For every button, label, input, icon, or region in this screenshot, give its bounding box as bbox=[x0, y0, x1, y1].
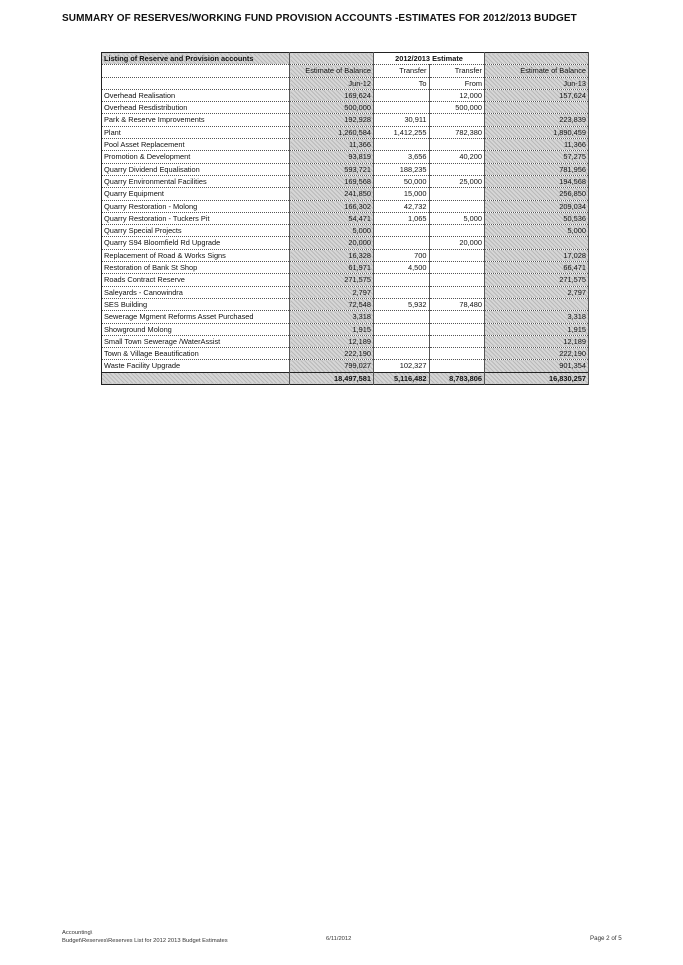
balance-jun-12-cell: 11,366 bbox=[290, 139, 374, 151]
balance-jun-12-cell: 12,189 bbox=[290, 335, 374, 347]
table-row bbox=[102, 262, 589, 274]
balance-jun-12-cell: 54,471 bbox=[290, 212, 374, 224]
transfer-from-cell bbox=[429, 262, 485, 274]
reserve-name-cell: SES Building bbox=[102, 298, 290, 310]
col-to-header-line1: Transfer bbox=[374, 65, 430, 77]
totals-label-cell bbox=[102, 372, 290, 384]
balance-jun-12-cell: 20,000 bbox=[290, 237, 374, 249]
footer-date: 6/11/2012 bbox=[326, 936, 352, 942]
table-row bbox=[102, 114, 589, 126]
balance-jun-13-cell: 194,568 bbox=[485, 175, 589, 187]
transfer-from-cell: 20,000 bbox=[429, 237, 485, 249]
table-row bbox=[102, 89, 589, 101]
header-blank bbox=[102, 77, 290, 89]
balance-jun-13-cell: 12,189 bbox=[485, 335, 589, 347]
transfer-from-cell: 12,000 bbox=[429, 89, 485, 101]
table-row bbox=[102, 102, 589, 114]
balance-jun-13-cell bbox=[485, 237, 589, 249]
transfer-from-cell: 5,000 bbox=[429, 212, 485, 224]
table-header-row-3 bbox=[102, 77, 589, 89]
transfer-from-cell bbox=[429, 348, 485, 360]
reserve-name-cell: Park & Reserve Improvements bbox=[102, 114, 290, 126]
transfer-from-cell bbox=[429, 249, 485, 261]
transfer-to-cell: 1,065 bbox=[374, 212, 430, 224]
col-close-header-line2: Jun-13 bbox=[485, 77, 589, 89]
transfer-from-cell: 78,480 bbox=[429, 298, 485, 310]
footer-page-number: Page 2 of 5 bbox=[590, 935, 622, 942]
balance-jun-12-cell: 169,568 bbox=[290, 175, 374, 187]
reserve-name-cell: Quarry Restoration - Tuckers Pit bbox=[102, 212, 290, 224]
transfer-from-cell: 782,380 bbox=[429, 126, 485, 138]
balance-jun-12-cell: 799,027 bbox=[290, 360, 374, 372]
balance-jun-13-cell: 256,850 bbox=[485, 188, 589, 200]
reserve-name-cell: Quarry Dividend Equalisation bbox=[102, 163, 290, 175]
transfer-from-cell bbox=[429, 274, 485, 286]
balance-jun-13-cell: 3,318 bbox=[485, 311, 589, 323]
balance-jun-13-cell bbox=[485, 102, 589, 114]
balance-jun-12-cell: 61,971 bbox=[290, 262, 374, 274]
table-row bbox=[102, 237, 589, 249]
transfer-to-cell bbox=[374, 335, 430, 347]
table-row bbox=[102, 212, 589, 224]
table-row bbox=[102, 286, 589, 298]
balance-jun-12-cell: 5,000 bbox=[290, 225, 374, 237]
table-row bbox=[102, 200, 589, 212]
table-header-row-1 bbox=[102, 53, 589, 65]
transfer-to-cell: 4,500 bbox=[374, 262, 430, 274]
balance-jun-12-cell: 93,819 bbox=[290, 151, 374, 163]
total-open-cell: 18,497,581 bbox=[290, 372, 374, 384]
transfer-to-cell bbox=[374, 311, 430, 323]
balance-jun-13-cell: 781,956 bbox=[485, 163, 589, 175]
balance-jun-13-cell: 17,028 bbox=[485, 249, 589, 261]
page-title: SUMMARY OF RESERVES/WORKING FUND PROVISION ACCOUNTS -ESTIMATES FOR 2012/2013 BUDGET bbox=[62, 13, 577, 24]
transfer-to-cell bbox=[374, 237, 430, 249]
balance-jun-13-cell: 271,575 bbox=[485, 274, 589, 286]
transfer-to-cell bbox=[374, 286, 430, 298]
col-from-header-line1: Transfer bbox=[429, 65, 485, 77]
transfer-from-cell: 25,000 bbox=[429, 175, 485, 187]
header-blank bbox=[485, 53, 589, 65]
transfer-from-cell bbox=[429, 323, 485, 335]
reserve-name-cell: Quarry Environmental Facilities bbox=[102, 175, 290, 187]
transfer-to-cell: 1,412,255 bbox=[374, 126, 430, 138]
transfer-from-cell bbox=[429, 200, 485, 212]
transfer-to-cell bbox=[374, 139, 430, 151]
table-row bbox=[102, 163, 589, 175]
transfer-from-cell bbox=[429, 311, 485, 323]
listing-header: Listing of Reserve and Provision accounts bbox=[102, 53, 290, 65]
total-close-cell: 16,830,257 bbox=[485, 372, 589, 384]
balance-jun-13-cell: 57,275 bbox=[485, 151, 589, 163]
table-row bbox=[102, 274, 589, 286]
reserve-name-cell: Pool Asset Replacement bbox=[102, 139, 290, 151]
balance-jun-13-cell: 223,839 bbox=[485, 114, 589, 126]
reserve-name-cell: Quarry Equipment bbox=[102, 188, 290, 200]
transfer-to-cell: 50,000 bbox=[374, 175, 430, 187]
reserves-table bbox=[101, 52, 589, 385]
balance-jun-12-cell: 1,260,584 bbox=[290, 126, 374, 138]
transfer-to-cell bbox=[374, 225, 430, 237]
balance-jun-12-cell: 593,721 bbox=[290, 163, 374, 175]
transfer-to-cell bbox=[374, 323, 430, 335]
balance-jun-13-cell: 2,797 bbox=[485, 286, 589, 298]
table-header-row-2 bbox=[102, 65, 589, 77]
reserve-name-cell: Saleyards - Canowindra bbox=[102, 286, 290, 298]
reserve-name-cell: Quarry S94 Bloomfield Rd Upgrade bbox=[102, 237, 290, 249]
table-row bbox=[102, 225, 589, 237]
balance-jun-13-cell: 157,624 bbox=[485, 89, 589, 101]
reserve-name-cell: Small Town Sewerage /WaterAssist bbox=[102, 335, 290, 347]
reserve-name-cell: Quarry Restoration - Molong bbox=[102, 200, 290, 212]
transfer-from-cell bbox=[429, 225, 485, 237]
col-open-header-line2: Jun-12 bbox=[290, 77, 374, 89]
transfer-from-cell bbox=[429, 114, 485, 126]
transfer-from-cell bbox=[429, 335, 485, 347]
transfer-to-cell: 30,911 bbox=[374, 114, 430, 126]
balance-jun-13-cell: 222,190 bbox=[485, 348, 589, 360]
reserve-name-cell: Waste Facility Upgrade bbox=[102, 360, 290, 372]
col-close-header-line1: Estimate of Balance bbox=[485, 65, 589, 77]
footer-file-path bbox=[62, 929, 228, 945]
estimate-header: 2012/2013 Estimate bbox=[374, 53, 485, 65]
table-row bbox=[102, 126, 589, 138]
transfer-from-cell bbox=[429, 139, 485, 151]
transfer-from-cell: 500,000 bbox=[429, 102, 485, 114]
table-row bbox=[102, 175, 589, 187]
transfer-to-cell: 42,732 bbox=[374, 200, 430, 212]
transfer-from-cell bbox=[429, 286, 485, 298]
balance-jun-13-cell bbox=[485, 298, 589, 310]
balance-jun-12-cell: 271,575 bbox=[290, 274, 374, 286]
table-row bbox=[102, 335, 589, 347]
reserve-name-cell: Restoration of Bank St Shop bbox=[102, 262, 290, 274]
reserve-name-cell: Plant bbox=[102, 126, 290, 138]
col-to-header-line2: To bbox=[374, 77, 430, 89]
transfer-to-cell bbox=[374, 102, 430, 114]
total-from-cell: 8,783,806 bbox=[429, 372, 485, 384]
balance-jun-12-cell: 166,302 bbox=[290, 200, 374, 212]
transfer-to-cell bbox=[374, 274, 430, 286]
balance-jun-12-cell: 72,548 bbox=[290, 298, 374, 310]
balance-jun-12-cell: 192,928 bbox=[290, 114, 374, 126]
footer-path-line1: Accounting\ bbox=[62, 930, 93, 936]
transfer-to-cell bbox=[374, 348, 430, 360]
transfer-to-cell: 5,932 bbox=[374, 298, 430, 310]
table-row bbox=[102, 311, 589, 323]
table-row bbox=[102, 188, 589, 200]
balance-jun-13-cell: 5,000 bbox=[485, 225, 589, 237]
balance-jun-13-cell: 66,471 bbox=[485, 262, 589, 274]
transfer-to-cell: 102,327 bbox=[374, 360, 430, 372]
balance-jun-13-cell: 11,366 bbox=[485, 139, 589, 151]
col-open-header-line1: Estimate of Balance bbox=[290, 65, 374, 77]
transfer-to-cell: 188,235 bbox=[374, 163, 430, 175]
table-row bbox=[102, 151, 589, 163]
reserve-name-cell: Showground Molong bbox=[102, 323, 290, 335]
table-row bbox=[102, 298, 589, 310]
balance-jun-13-cell: 1,915 bbox=[485, 323, 589, 335]
transfer-from-cell bbox=[429, 188, 485, 200]
total-to-cell: 5,116,482 bbox=[374, 372, 430, 384]
col-from-header-line2: From bbox=[429, 77, 485, 89]
table-row bbox=[102, 249, 589, 261]
balance-jun-13-cell: 1,890,459 bbox=[485, 126, 589, 138]
table-row bbox=[102, 139, 589, 151]
balance-jun-12-cell: 500,000 bbox=[290, 102, 374, 114]
balance-jun-13-cell: 50,536 bbox=[485, 212, 589, 224]
transfer-to-cell: 700 bbox=[374, 249, 430, 261]
balance-jun-12-cell: 3,318 bbox=[290, 311, 374, 323]
balance-jun-12-cell: 1,915 bbox=[290, 323, 374, 335]
reserve-name-cell: Overhead Resdistribution bbox=[102, 102, 290, 114]
transfer-to-cell: 15,000 bbox=[374, 188, 430, 200]
balance-jun-12-cell: 222,190 bbox=[290, 348, 374, 360]
reserve-name-cell: Overhead Realisation bbox=[102, 89, 290, 101]
reserve-name-cell: Sewerage Mgment Reforms Asset Purchased bbox=[102, 311, 290, 323]
transfer-from-cell bbox=[429, 163, 485, 175]
table-row bbox=[102, 360, 589, 372]
table-row bbox=[102, 323, 589, 335]
transfer-from-cell: 40,200 bbox=[429, 151, 485, 163]
reserve-name-cell: Roads Contract Reserve bbox=[102, 274, 290, 286]
balance-jun-12-cell: 241,850 bbox=[290, 188, 374, 200]
balance-jun-13-cell: 901,354 bbox=[485, 360, 589, 372]
balance-jun-12-cell: 169,624 bbox=[290, 89, 374, 101]
header-blank bbox=[290, 53, 374, 65]
footer-path-line2: Budget\Reserves\Reserves List for 2012 2013 Budget Estimates bbox=[62, 938, 228, 944]
header-blank bbox=[102, 65, 290, 77]
transfer-to-cell: 3,656 bbox=[374, 151, 430, 163]
transfer-from-cell bbox=[429, 360, 485, 372]
balance-jun-12-cell: 2,797 bbox=[290, 286, 374, 298]
reserve-name-cell: Town & Village Beautification bbox=[102, 348, 290, 360]
balance-jun-13-cell: 209,034 bbox=[485, 200, 589, 212]
table-row bbox=[102, 348, 589, 360]
transfer-to-cell bbox=[374, 89, 430, 101]
balance-jun-12-cell: 16,328 bbox=[290, 249, 374, 261]
reserve-name-cell: Replacement of Road & Works Signs bbox=[102, 249, 290, 261]
reserve-name-cell: Quarry Special Projects bbox=[102, 225, 290, 237]
totals-row bbox=[102, 372, 589, 384]
reserve-name-cell: Promotion & Development bbox=[102, 151, 290, 163]
